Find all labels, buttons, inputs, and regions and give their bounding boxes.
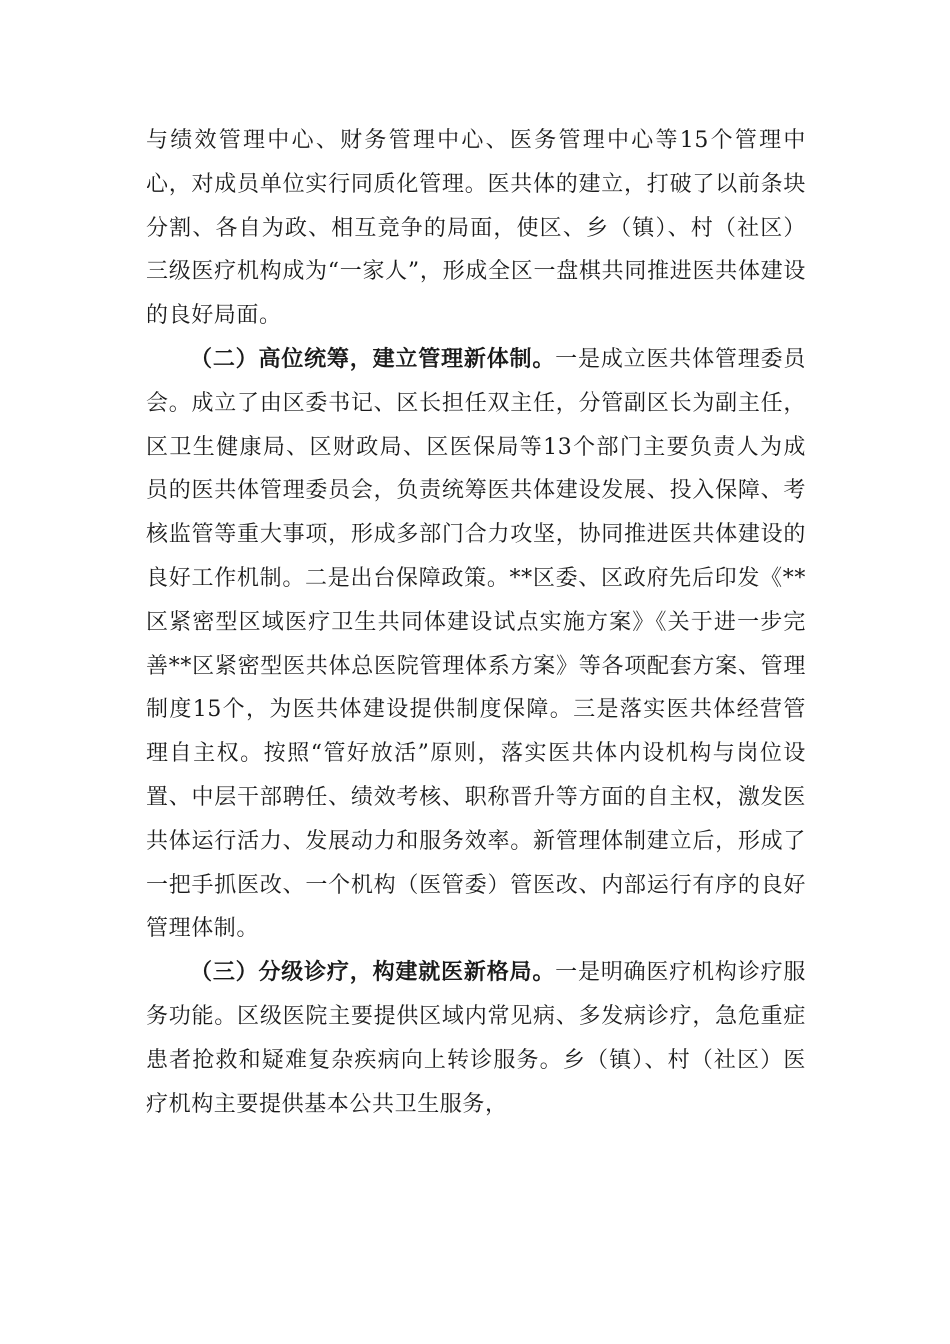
section-heading-2: （二）高位统筹，建立管理新体制。 [190,345,556,372]
section-heading-3: （三）分级诊疗，构建就医新格局。 [190,959,556,986]
paragraph-2 [146,338,806,951]
paragraph-3-text: 一是明确医疗机构诊疗服务功能。区级医院主要提供区域内常见病、多发病诊疗，急危重症患者抢救和疑难复杂疾病向上转诊服务。乡（镇）、村（社区）医疗机构主要提供基本公共卫生服务， [146,960,806,1117]
paragraph-1-text: 与绩效管理中心、财务管理中心、医务管理中心等15个管理中心，对成员单位实行同质化管理。医共体的建立，打破了以前条块分割、各自为政、相互竞争的局面，使区、乡（镇）、村（社区）三级医疗机构成为“一家人”，形成全区一盘棋共同推进医共体建设的良好局面。 [146,128,806,329]
paragraph-3 [146,951,806,1126]
document-body [146,119,806,1126]
paragraph-1 [146,119,806,338]
paragraph-2-text: 一是成立医共体管理委员会。成立了由区委书记、区长担任双主任，分管副区长为副主任，区卫生健康局、区财政局、区医保局等13个部门主要负责人为成员的医共体管理委员会，负责统筹医共体建设发展、投入保障、考核监管等重大事项，形成多部门合力攻坚，协同推进医共体建设的良好工作机制。二是出台保障政策。**区委、区政府先后印发《**区紧密型区域医疗卫生共同体建设试点实施方案》《关于进一步完善**区紧密型医共体总医院管理体系方案》等各项配套方案、管理制度15个，为医共体建设提供制度保障。三是落实医共体经营管理自主权。按照“管好放活”原则，落实医共体内设机构与岗位设置、中层干部聘任、绩效考核、职称晋升等方面的自主权，激发医共体运行活力、发展动力和服务效率。新管理体制建立后，形成了一把手抓医改、一个机构（医管委）管医改、内部运行有序的良好管理体制。 [146,346,806,942]
